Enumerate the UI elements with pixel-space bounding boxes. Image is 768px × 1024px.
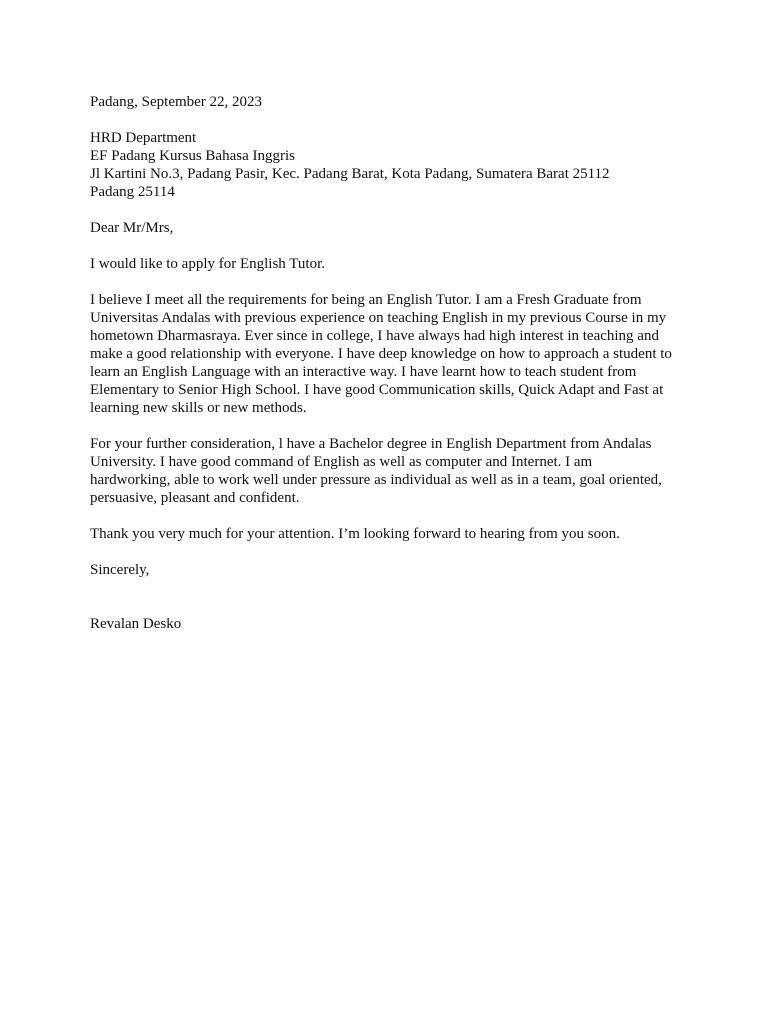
paragraph-line: For your further consideration, l have a Bachelor degree in English Department from Andalas [90,436,652,452]
signature-name: Revalan Desko [90,616,182,632]
paragraph-line: persuasive, pleasant and confident. [90,490,300,506]
body-paragraph-1 [90,291,690,417]
paragraph-line: learning new skills or new methods. [90,400,307,416]
recipient-line: EF Padang Kursus Bahasa Inggris [90,148,295,164]
intro-paragraph: I would like to apply for English Tutor. [90,256,326,272]
body-paragraph-2 [90,435,690,507]
letter-date: Padang, September 22, 2023 [90,94,263,110]
closing-paragraph: Thank you very much for your attention. I’m looking forward to hearing from you soon. [90,526,620,542]
paragraph-line: hometown Dharmasraya. Ever since in college, I have always had high interest in teaching and [90,328,659,344]
paragraph-line: make a good relationship with everyone. I have deep knowledge on how to approach a student to [90,346,672,362]
cover-letter [90,93,690,633]
salutation: Dear Mr/Mrs, [90,220,174,236]
paragraph-line: learn an English Language with an interactive way. I have learnt how to teach student from [90,364,637,380]
paragraph-line: University. I have good command of English as well as computer and Internet. I am [90,454,593,470]
recipient-line: Jl Kartini No.3, Padang Pasir, Kec. Padang Barat, Kota Padang, Sumatera Barat 25112 [90,166,610,182]
recipient-line: HRD Department [90,130,197,146]
paragraph-line: Universitas Andalas with previous experience on teaching English in my previous Course in my [90,310,667,326]
closing: Sincerely, [90,562,150,578]
paragraph-line: Elementary to Senior High School. I have good Communication skills, Quick Adapt and Fast at [90,382,664,398]
recipient-address [90,129,690,201]
paragraph-line: hardworking, able to work well under pressure as individual as well as in a team, goal oriented, [90,472,662,488]
recipient-line: Padang 25114 [90,184,175,200]
paragraph-line: I believe I meet all the requirements for being an English Tutor. I am a Fresh Graduate from [90,292,642,308]
